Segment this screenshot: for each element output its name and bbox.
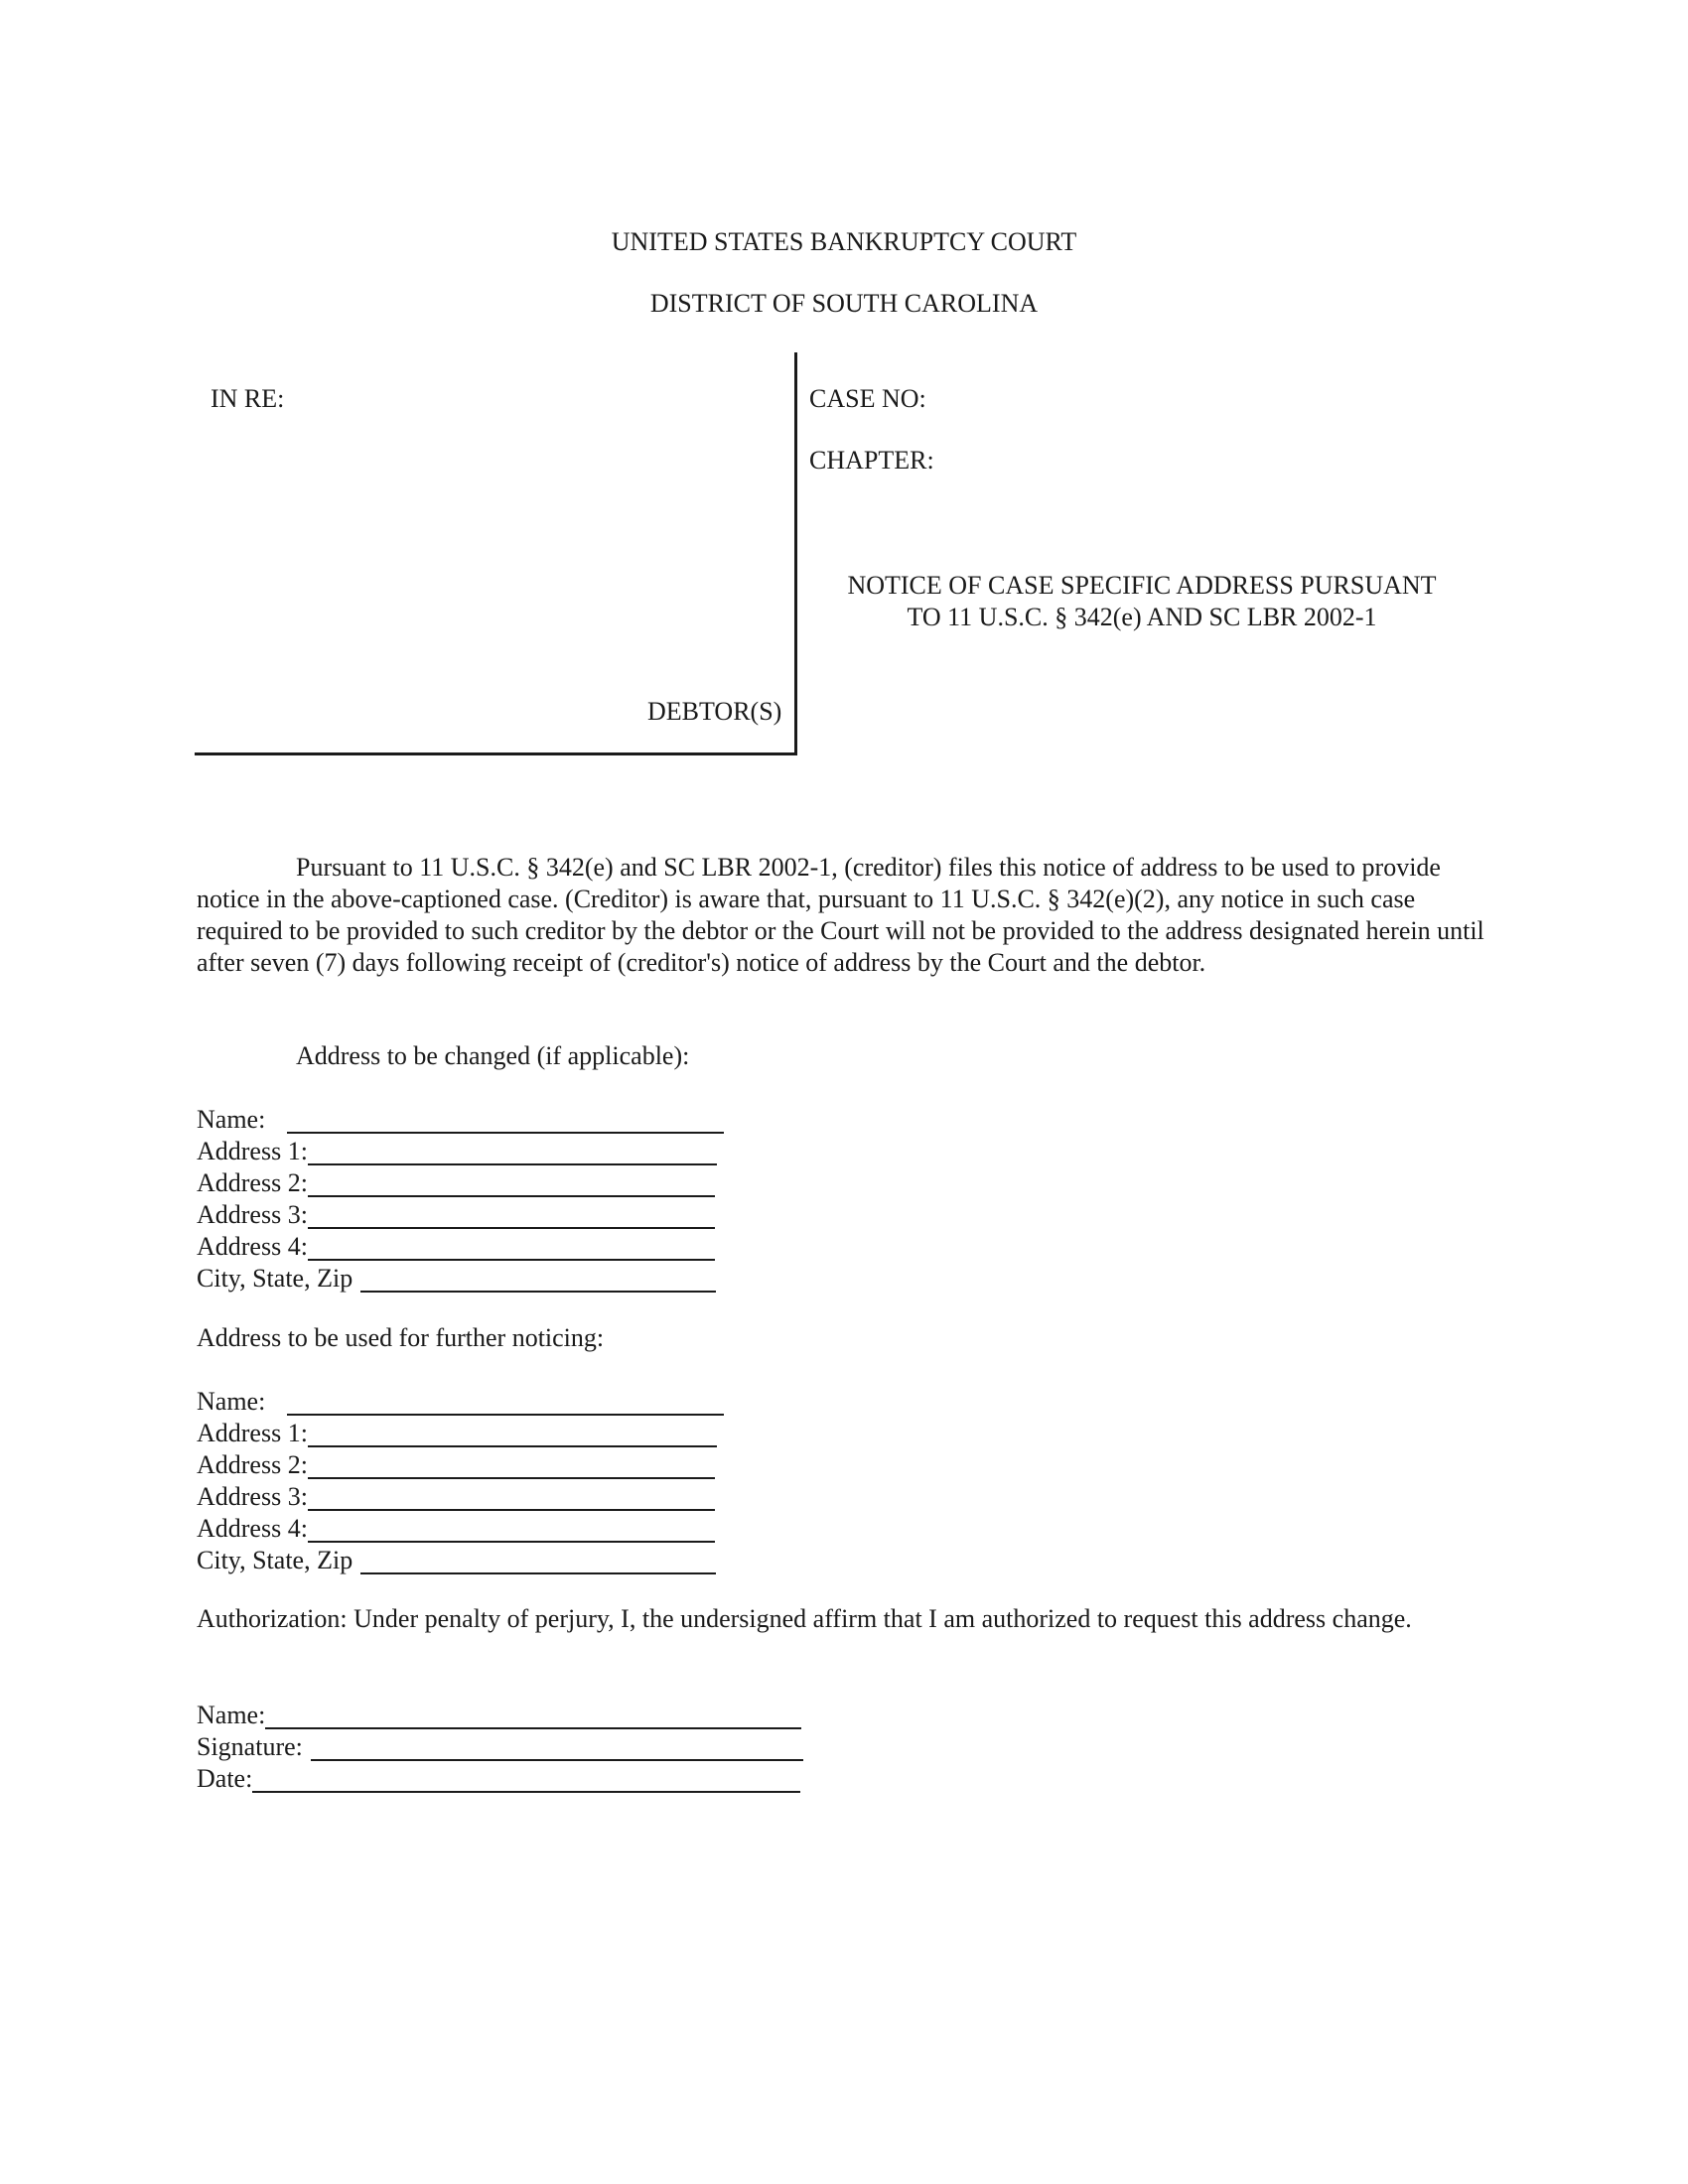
- new-city-state-zip-row: [197, 1545, 716, 1576]
- field-label: Address 3:: [197, 1482, 308, 1511]
- field-label: Address 2:: [197, 1168, 308, 1197]
- new-address2-row: [197, 1449, 715, 1481]
- change-address3-line[interactable]: [308, 1201, 715, 1229]
- field-label: Address 3:: [197, 1200, 308, 1229]
- field-label: Address 4:: [197, 1514, 308, 1543]
- field-label: Name:: [197, 1701, 266, 1729]
- new-address4-line[interactable]: [308, 1515, 715, 1543]
- authorization-statement: Authorization: Under penalty of perjury, I, the undersigned affirm that I am authorized to request this address change.: [197, 1604, 1412, 1633]
- change-name-row: [197, 1104, 724, 1136]
- new-address3-row: [197, 1481, 715, 1513]
- field-label: Signature:: [197, 1732, 303, 1761]
- change-address3-row: [197, 1199, 715, 1231]
- change-address1-line[interactable]: [308, 1138, 717, 1165]
- new-address4-row: [197, 1513, 715, 1545]
- change-address4-line[interactable]: [308, 1233, 715, 1261]
- signature-line[interactable]: [311, 1733, 803, 1761]
- intro-paragraph: Pursuant to 11 U.S.C. § 342(e) and SC LBR 2002-1, (creditor) files this notice of address to be used to provide notice in the above-captioned case. (Creditor) is aware that, pursuant to 11 U.S.C. § 342(e)(2), any notice in such case required to be provided to such creditor by the debtor or the Court will not be provided to the address designated herein until after seven (7) days following receipt of (creditor's) notice of address by the Court and the debtor.: [197, 853, 1484, 977]
- new-address1-line[interactable]: [308, 1420, 717, 1447]
- notice-title: [784, 570, 1499, 633]
- date-row: [197, 1763, 800, 1795]
- field-label: Address 2:: [197, 1450, 308, 1479]
- new-address2-line[interactable]: [308, 1451, 715, 1479]
- field-label: Date:: [197, 1764, 253, 1793]
- change-address2-line[interactable]: [308, 1169, 715, 1197]
- new-city-state-zip-line[interactable]: [360, 1547, 716, 1574]
- change-city-state-zip-row: [197, 1263, 716, 1295]
- change-address1-row: [197, 1136, 717, 1167]
- new-address1-row: [197, 1418, 717, 1449]
- new-name-line[interactable]: [287, 1388, 724, 1416]
- signature-row: [197, 1731, 803, 1763]
- change-address2-row: [197, 1167, 715, 1199]
- new-name-row: [197, 1386, 724, 1418]
- in-re-label: IN RE:: [211, 384, 285, 413]
- change-name-line[interactable]: [287, 1106, 724, 1134]
- debtor-label: DEBTOR(S): [647, 697, 782, 726]
- notice-title-line-1: NOTICE OF CASE SPECIFIC ADDRESS PURSUANT: [847, 571, 1437, 600]
- caption-vertical-rule: [794, 352, 797, 754]
- notice-title-line-2: TO 11 U.S.C. § 342(e) AND SC LBR 2002-1: [907, 603, 1377, 631]
- signer-name-row: [197, 1700, 801, 1731]
- field-label: Address 1:: [197, 1419, 308, 1447]
- date-line[interactable]: [252, 1765, 800, 1793]
- case-no-label: CASE NO:: [809, 384, 926, 413]
- chapter-label: CHAPTER:: [809, 446, 934, 475]
- court-district: DISTRICT OF SOUTH CAROLINA: [649, 289, 1039, 318]
- new-address3-line[interactable]: [308, 1483, 715, 1511]
- field-label: Address 1:: [197, 1137, 308, 1165]
- change-address4-row: [197, 1231, 715, 1263]
- field-label: Name:: [197, 1105, 266, 1134]
- field-label: Address 4:: [197, 1232, 308, 1261]
- court-title: UNITED STATES BANKRUPTCY COURT: [611, 227, 1077, 256]
- address-new-heading: Address to be used for further noticing:: [197, 1323, 605, 1352]
- caption-horizontal-rule: [195, 752, 797, 755]
- field-label: City, State, Zip: [197, 1546, 353, 1574]
- signer-name-line[interactable]: [265, 1702, 801, 1729]
- field-label: Name:: [197, 1387, 266, 1416]
- field-label: City, State, Zip: [197, 1264, 353, 1293]
- change-city-state-zip-line[interactable]: [360, 1265, 716, 1293]
- address-change-heading: Address to be changed (if applicable):: [296, 1041, 690, 1070]
